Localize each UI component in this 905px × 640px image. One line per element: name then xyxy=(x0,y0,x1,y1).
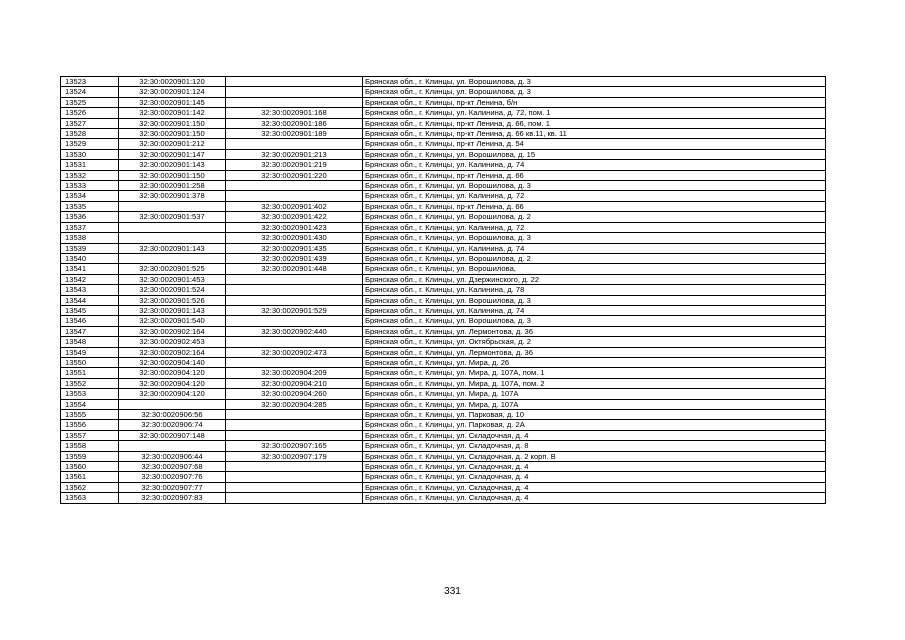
cadastral-number-cell: 32:30:0020901:189 xyxy=(226,129,363,139)
parent-cadastral-cell: 32:30:0020901:124 xyxy=(119,87,226,97)
row-number-cell: 13554 xyxy=(61,399,119,409)
parent-cadastral-cell: 32:30:0020901:143 xyxy=(119,305,226,315)
row-number-cell: 13553 xyxy=(61,389,119,399)
address-cell: Брянская обл., г. Клинцы, ул. Мира, д. 107А xyxy=(363,389,826,399)
parent-cadastral-cell: 32:30:0020906:56 xyxy=(119,410,226,420)
parent-cadastral-cell: 32:30:0020904:120 xyxy=(119,368,226,378)
row-number-cell: 13543 xyxy=(61,285,119,295)
cadastral-number-cell: 32:30:0020904:210 xyxy=(226,378,363,388)
cadastral-number-cell: 32:30:0020901:213 xyxy=(226,149,363,159)
cadastral-number-cell: 32:30:0020902:473 xyxy=(226,347,363,357)
parent-cadastral-cell: 32:30:0020907:148 xyxy=(119,430,226,440)
parent-cadastral-cell: 32:30:0020901:525 xyxy=(119,264,226,274)
address-cell: Брянская обл., г. Клинцы, ул. Калинина, д. 72 xyxy=(363,191,826,201)
row-number-cell: 13533 xyxy=(61,181,119,191)
table-row xyxy=(61,191,826,201)
cadastral-number-cell: 32:30:0020901:186 xyxy=(226,118,363,128)
row-number-cell: 13544 xyxy=(61,295,119,305)
table-row xyxy=(61,378,826,388)
table-row xyxy=(61,326,826,336)
cadastral-number-cell: 32:30:0020901:220 xyxy=(226,170,363,180)
row-number-cell: 13563 xyxy=(61,493,119,503)
cadastral-number-cell xyxy=(226,482,363,492)
address-cell: Брянская обл., г. Клинцы, пр-кт Ленина, д. 66 xyxy=(363,201,826,211)
table-row xyxy=(61,399,826,409)
cadastral-number-cell: 32:30:0020901:219 xyxy=(226,160,363,170)
row-number-cell: 13548 xyxy=(61,337,119,347)
row-number-cell: 13546 xyxy=(61,316,119,326)
row-number-cell: 13532 xyxy=(61,170,119,180)
cadastral-number-cell: 32:30:0020901:422 xyxy=(226,212,363,222)
row-number-cell: 13547 xyxy=(61,326,119,336)
table-row xyxy=(61,410,826,420)
table-row xyxy=(61,389,826,399)
row-number-cell: 13541 xyxy=(61,264,119,274)
row-number-cell: 13537 xyxy=(61,222,119,232)
address-cell: Брянская обл., г. Клинцы, ул. Лермонтова, д. 36 xyxy=(363,326,826,336)
row-number-cell: 13558 xyxy=(61,441,119,451)
cadastral-number-cell xyxy=(226,410,363,420)
cadastral-number-cell: 32:30:0020901:402 xyxy=(226,201,363,211)
parent-cadastral-cell: 32:30:0020902:453 xyxy=(119,337,226,347)
table-row xyxy=(61,441,826,451)
parent-cadastral-cell: 32:30:0020907:76 xyxy=(119,472,226,482)
cadastral-number-cell xyxy=(226,357,363,367)
address-cell: Брянская обл., г. Клинцы, ул. Калинина, д. 74 xyxy=(363,243,826,253)
table-row xyxy=(61,149,826,159)
cadastral-number-cell: 32:30:0020902:440 xyxy=(226,326,363,336)
row-number-cell: 13531 xyxy=(61,160,119,170)
parent-cadastral-cell: 32:30:0020907:68 xyxy=(119,462,226,472)
address-cell: Брянская обл., г. Клинцы, ул. Ворошилова, д. 15 xyxy=(363,149,826,159)
address-cell: Брянская обл., г. Клинцы, ул. Калинина, д. 74 xyxy=(363,305,826,315)
parent-cadastral-cell: 32:30:0020901:147 xyxy=(119,149,226,159)
row-number-cell: 13542 xyxy=(61,274,119,284)
parent-cadastral-cell: 32:30:0020901:143 xyxy=(119,160,226,170)
cadastral-number-cell: 32:30:0020904:285 xyxy=(226,399,363,409)
address-cell: Брянская обл., г. Клинцы, ул. Ворошилова, д. 3 xyxy=(363,77,826,87)
row-number-cell: 13555 xyxy=(61,410,119,420)
table-row xyxy=(61,181,826,191)
parent-cadastral-cell: 32:30:0020907:77 xyxy=(119,482,226,492)
address-cell: Брянская обл., г. Клинцы, ул. Лермонтова, д. 36 xyxy=(363,347,826,357)
address-cell: Брянская обл., г. Клинцы, ул. Мира, д. 107А, пом. 2 xyxy=(363,378,826,388)
row-number-cell: 13540 xyxy=(61,253,119,263)
address-cell: Брянская обл., г. Клинцы, пр-кт Ленина, д. 54 xyxy=(363,139,826,149)
row-number-cell: 13559 xyxy=(61,451,119,461)
table-row xyxy=(61,316,826,326)
address-cell: Брянская обл., г. Клинцы, ул. Мира, д. 107А, пом. 1 xyxy=(363,368,826,378)
table-row xyxy=(61,285,826,295)
parent-cadastral-cell: 32:30:0020906:74 xyxy=(119,420,226,430)
table-row xyxy=(61,357,826,367)
table-row xyxy=(61,295,826,305)
row-number-cell: 13526 xyxy=(61,108,119,118)
cadastral-number-cell xyxy=(226,97,363,107)
parent-cadastral-cell xyxy=(119,222,226,232)
parent-cadastral-cell: 32:30:0020907:83 xyxy=(119,493,226,503)
cadastral-number-cell: 32:30:0020907:179 xyxy=(226,451,363,461)
cadastral-number-cell: 32:30:0020907:165 xyxy=(226,441,363,451)
row-number-cell: 13545 xyxy=(61,305,119,315)
cadastral-number-cell xyxy=(226,181,363,191)
row-number-cell: 13550 xyxy=(61,357,119,367)
table-row xyxy=(61,212,826,222)
table-body xyxy=(61,77,826,504)
parent-cadastral-cell: 32:30:0020902:164 xyxy=(119,326,226,336)
row-number-cell: 13560 xyxy=(61,462,119,472)
row-number-cell: 13534 xyxy=(61,191,119,201)
table-row xyxy=(61,420,826,430)
row-number-cell: 13549 xyxy=(61,347,119,357)
table-row xyxy=(61,77,826,87)
row-number-cell: 13557 xyxy=(61,430,119,440)
table-row xyxy=(61,305,826,315)
cadastral-number-cell xyxy=(226,472,363,482)
cadastral-number-cell xyxy=(226,87,363,97)
table-row xyxy=(61,222,826,232)
table-row xyxy=(61,118,826,128)
row-number-cell: 13552 xyxy=(61,378,119,388)
row-number-cell: 13538 xyxy=(61,233,119,243)
parent-cadastral-cell: 32:30:0020901:537 xyxy=(119,212,226,222)
table-row xyxy=(61,337,826,347)
cadastral-number-cell: 32:30:0020904:260 xyxy=(226,389,363,399)
parent-cadastral-cell: 32:30:0020901:212 xyxy=(119,139,226,149)
row-number-cell: 13524 xyxy=(61,87,119,97)
parent-cadastral-cell: 32:30:0020901:120 xyxy=(119,77,226,87)
table-row xyxy=(61,87,826,97)
table-row xyxy=(61,274,826,284)
address-cell: Брянская обл., г. Клинцы, ул. Складочная, д. 8 xyxy=(363,441,826,451)
row-number-cell: 13525 xyxy=(61,97,119,107)
parent-cadastral-cell: 32:30:0020901:150 xyxy=(119,129,226,139)
address-cell: Брянская обл., г. Клинцы, ул. Калинина, д. 74 xyxy=(363,160,826,170)
row-number-cell: 13561 xyxy=(61,472,119,482)
parent-cadastral-cell xyxy=(119,441,226,451)
cadastral-number-cell xyxy=(226,139,363,149)
table-row xyxy=(61,160,826,170)
parent-cadastral-cell: 32:30:0020906:44 xyxy=(119,451,226,461)
cadastral-number-cell xyxy=(226,337,363,347)
table-row xyxy=(61,493,826,503)
address-cell: Брянская обл., г. Клинцы, ул. Ворошилова, xyxy=(363,264,826,274)
cadastral-number-cell: 32:30:0020901:168 xyxy=(226,108,363,118)
row-number-cell: 13530 xyxy=(61,149,119,159)
table-row xyxy=(61,462,826,472)
address-cell: Брянская обл., г. Клинцы, пр-кт Ленина, д. 66 кв.11, кв. 11 xyxy=(363,129,826,139)
cadastral-number-cell: 32:30:0020904:209 xyxy=(226,368,363,378)
table-row xyxy=(61,129,826,139)
cadastral-number-cell xyxy=(226,493,363,503)
address-cell: Брянская обл., г. Клинцы, ул. Складочная, д. 2 корп. В xyxy=(363,451,826,461)
cadastral-number-cell: 32:30:0020901:439 xyxy=(226,253,363,263)
row-number-cell: 13551 xyxy=(61,368,119,378)
address-cell: Брянская обл., г. Клинцы, ул. Складочная, д. 4 xyxy=(363,430,826,440)
address-cell: Брянская обл., г. Клинцы, ул. Ворошилова, д. 2 xyxy=(363,212,826,222)
address-cell: Брянская обл., г. Клинцы, ул. Ворошилова, д. 3 xyxy=(363,87,826,97)
page-number: 331 xyxy=(444,586,461,597)
parent-cadastral-cell: 32:30:0020901:526 xyxy=(119,295,226,305)
parent-cadastral-cell xyxy=(119,399,226,409)
address-cell: Брянская обл., г. Клинцы, пр-кт Ленина, д. 66, пом. 1 xyxy=(363,118,826,128)
address-cell: Брянская обл., г. Клинцы, ул. Октябрьская, д. 2 xyxy=(363,337,826,347)
address-cell: Брянская обл., г. Клинцы, ул. Калинина, д. 72, пом. 1 xyxy=(363,108,826,118)
cadastral-number-cell xyxy=(226,295,363,305)
address-cell: Брянская обл., г. Клинцы, ул. Складочная, д. 4 xyxy=(363,493,826,503)
address-cell: Брянская обл., г. Клинцы, пр-кт Ленина, д. 66 xyxy=(363,170,826,180)
cadastral-number-cell xyxy=(226,430,363,440)
parent-cadastral-cell: 32:30:0020901:150 xyxy=(119,170,226,180)
table-row xyxy=(61,430,826,440)
address-cell: Брянская обл., г. Клинцы, ул. Парковая, д. 10 xyxy=(363,410,826,420)
parent-cadastral-cell: 32:30:0020902:164 xyxy=(119,347,226,357)
parent-cadastral-cell: 32:30:0020901:142 xyxy=(119,108,226,118)
parent-cadastral-cell: 32:30:0020904:120 xyxy=(119,389,226,399)
address-cell: Брянская обл., г. Клинцы, ул. Калинина, д. 78 xyxy=(363,285,826,295)
cadastral-number-cell xyxy=(226,77,363,87)
parent-cadastral-cell: 32:30:0020901:378 xyxy=(119,191,226,201)
cadastral-number-cell: 32:30:0020901:529 xyxy=(226,305,363,315)
table-row xyxy=(61,108,826,118)
address-cell: Брянская обл., г. Клинцы, ул. Складочная, д. 4 xyxy=(363,462,826,472)
parent-cadastral-cell: 32:30:0020901:540 xyxy=(119,316,226,326)
address-cell: Брянская обл., г. Клинцы, ул. Мира, д. 26 xyxy=(363,357,826,367)
parent-cadastral-cell: 32:30:0020901:143 xyxy=(119,243,226,253)
table-row xyxy=(61,368,826,378)
table-row xyxy=(61,233,826,243)
row-number-cell: 13527 xyxy=(61,118,119,128)
cadastral-number-cell xyxy=(226,316,363,326)
cadastral-number-cell xyxy=(226,420,363,430)
table-row xyxy=(61,347,826,357)
address-cell: Брянская обл., г. Клинцы, ул. Ворошилова, д. 2 xyxy=(363,253,826,263)
cadastral-number-cell: 32:30:0020901:435 xyxy=(226,243,363,253)
parent-cadastral-cell xyxy=(119,253,226,263)
address-cell: Брянская обл., г. Клинцы, ул. Ворошилова, д. 3 xyxy=(363,295,826,305)
address-cell: Брянская обл., г. Клинцы, ул. Складочная, д. 4 xyxy=(363,482,826,492)
address-cell: Брянская обл., г. Клинцы, ул. Мира, д. 107А xyxy=(363,399,826,409)
table-row xyxy=(61,482,826,492)
parent-cadastral-cell: 32:30:0020901:145 xyxy=(119,97,226,107)
row-number-cell: 13536 xyxy=(61,212,119,222)
table-row xyxy=(61,243,826,253)
parent-cadastral-cell xyxy=(119,233,226,243)
cadastral-number-cell xyxy=(226,462,363,472)
address-cell: Брянская обл., г. Клинцы, ул. Ворошилова, д. 3 xyxy=(363,181,826,191)
table-row xyxy=(61,170,826,180)
table-row xyxy=(61,253,826,263)
table-row xyxy=(61,139,826,149)
table-row xyxy=(61,451,826,461)
address-cell: Брянская обл., г. Клинцы, ул. Калинина, д. 72 xyxy=(363,222,826,232)
row-number-cell: 13556 xyxy=(61,420,119,430)
cadastral-number-cell xyxy=(226,285,363,295)
address-cell: Брянская обл., г. Клинцы, пр-кт Ленина, б/н xyxy=(363,97,826,107)
address-cell: Брянская обл., г. Клинцы, ул. Дзержинского, д. 22 xyxy=(363,274,826,284)
row-number-cell: 13529 xyxy=(61,139,119,149)
cadastral-number-cell xyxy=(226,191,363,201)
table-row xyxy=(61,264,826,274)
parent-cadastral-cell: 32:30:0020901:258 xyxy=(119,181,226,191)
cadastral-number-cell: 32:30:0020901:423 xyxy=(226,222,363,232)
parent-cadastral-cell: 32:30:0020901:524 xyxy=(119,285,226,295)
row-number-cell: 13535 xyxy=(61,201,119,211)
cadastral-number-cell: 32:30:0020901:448 xyxy=(226,264,363,274)
parent-cadastral-cell: 32:30:0020901:150 xyxy=(119,118,226,128)
cadastral-table xyxy=(60,76,826,504)
row-number-cell: 13539 xyxy=(61,243,119,253)
parent-cadastral-cell: 32:30:0020904:140 xyxy=(119,357,226,367)
parent-cadastral-cell: 32:30:0020901:453 xyxy=(119,274,226,284)
table-row xyxy=(61,201,826,211)
cadastral-number-cell xyxy=(226,274,363,284)
cadastral-number-cell: 32:30:0020901:430 xyxy=(226,233,363,243)
address-cell: Брянская обл., г. Клинцы, ул. Ворошилова, д. 3 xyxy=(363,233,826,243)
table-row xyxy=(61,97,826,107)
row-number-cell: 13528 xyxy=(61,129,119,139)
row-number-cell: 13523 xyxy=(61,77,119,87)
address-cell: Брянская обл., г. Клинцы, ул. Парковая, д. 2А xyxy=(363,420,826,430)
parent-cadastral-cell: 32:30:0020904:120 xyxy=(119,378,226,388)
parent-cadastral-cell xyxy=(119,201,226,211)
address-cell: Брянская обл., г. Клинцы, ул. Складочная, д. 4 xyxy=(363,472,826,482)
table-row xyxy=(61,472,826,482)
row-number-cell: 13562 xyxy=(61,482,119,492)
address-cell: Брянская обл., г. Клинцы, ул. Ворошилова, д. 3 xyxy=(363,316,826,326)
